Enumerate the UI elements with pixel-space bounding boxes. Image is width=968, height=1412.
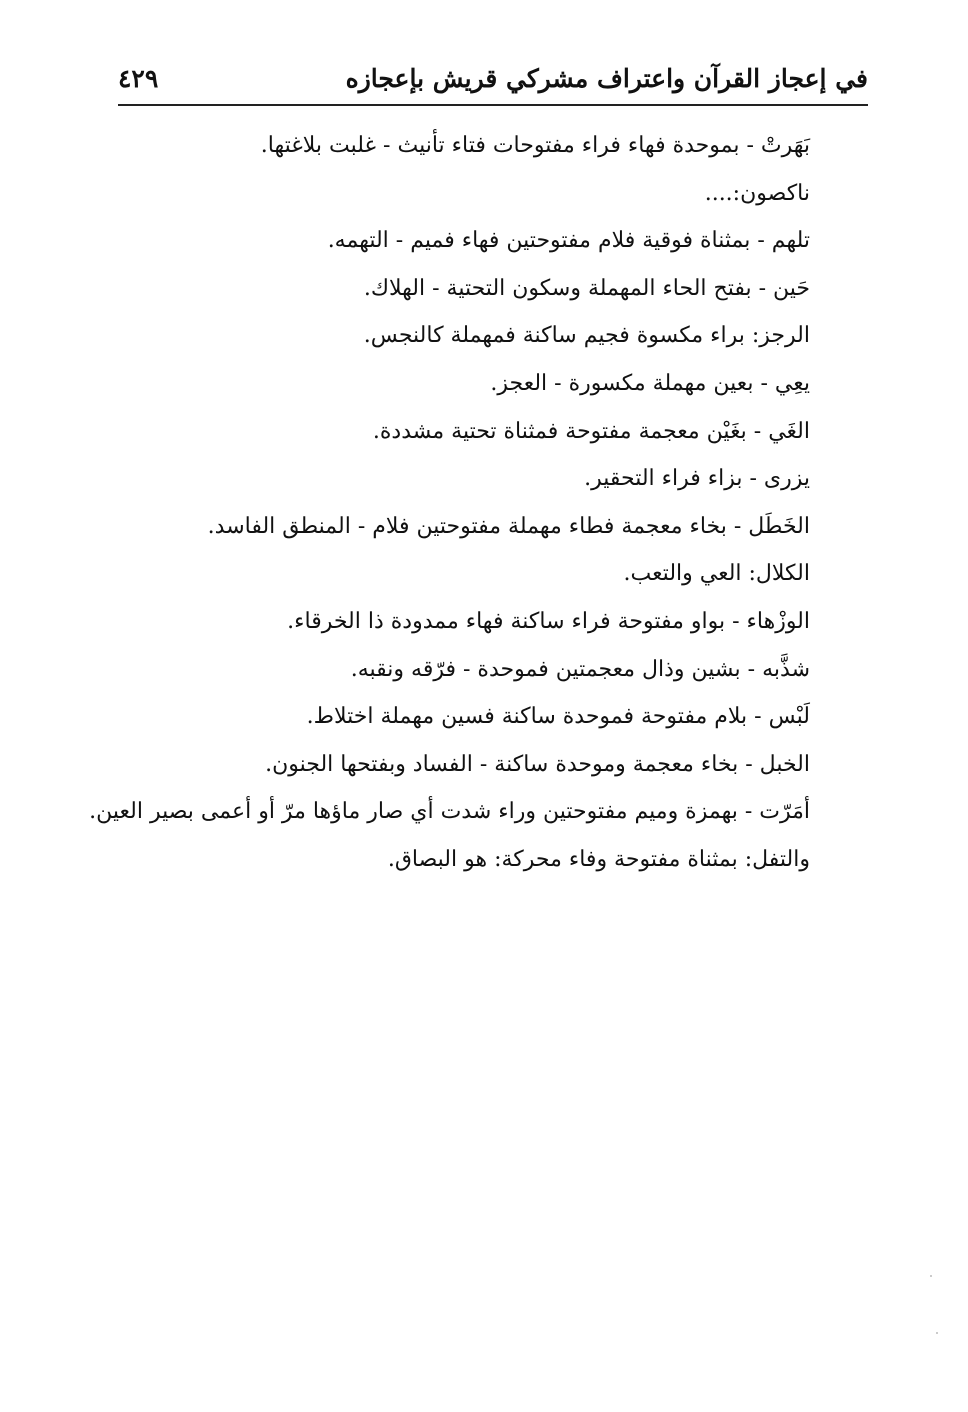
glossary-entry: الغَي - بغَيْن معجمة مفتوحة فمثناة تحتية مشددة. [372,418,810,444]
glossary-entry: الخَطَل - بخاء معجمة فطاء مهملة مفتوحتين فلام - المنطق الفاسد. [207,513,810,539]
glossary-entry: بَهَرتْ - بموحدة فهاء فراء مفتوحات فتاء تأنيث - غلبت بلاغتها. [260,133,810,158]
glossary-entry: حَين - بفتح الحاء المهملة وسكون التحتية - الهلاك. [363,275,810,301]
glossary-entry: الوزْهاء - بواو مفتوحة فراء ساكنة فهاء ممدودة ذا الخرقاء. [287,608,810,634]
glossary-entry: يعِي - بعين مهملة مكسورة - العجز. [490,370,810,396]
glossary-entry: تلهم - بمثناة فوقية فلام مفتوحتين فهاء فميم - التهمه. [327,228,810,254]
glossary-entry: أمَرّت - بهمزة وميم مفتوحتين وراء شدت أي صار ماؤها مرّ أو أعمى بصير العين. [89,799,810,825]
running-title: في إعجاز القرآن واعتراف مشركي قريش بإعجازه [345,64,868,93]
glossary-entry: لَبْس - بلام مفتوحة فموحدة ساكنة فسين مهملة اختلاط. [306,704,810,730]
glossary-entry: الكلال: العي والتعب. [623,561,810,587]
glossary-entry: الرجز: براء مكسوة فجيم ساكنة فمهملة كالنجس. [363,323,810,349]
page-number: ٤٢٩ [118,64,159,93]
scan-speck [936,1332,938,1334]
glossary-entry: الخبل - بخاء معجمة وموحدة ساكنة - الفساد وبفتحها الجنون. [265,751,810,777]
header-rule [118,104,868,106]
glossary-entry: ناكصون:.... [704,180,810,206]
glossary-entry: والتفل: بمثناة مفتوحة وفاء محركة: هو البصاق. [387,846,810,872]
scan-speck [930,1275,932,1277]
glossary-entry: شذَّبه - بشين وذال معجمتين فموحدة - فرّقه ونقبه. [350,656,810,682]
running-header [118,62,868,102]
glossary-list [89,122,810,884]
glossary-entry: يزرى - بزاء فراء التحقير. [584,466,810,492]
